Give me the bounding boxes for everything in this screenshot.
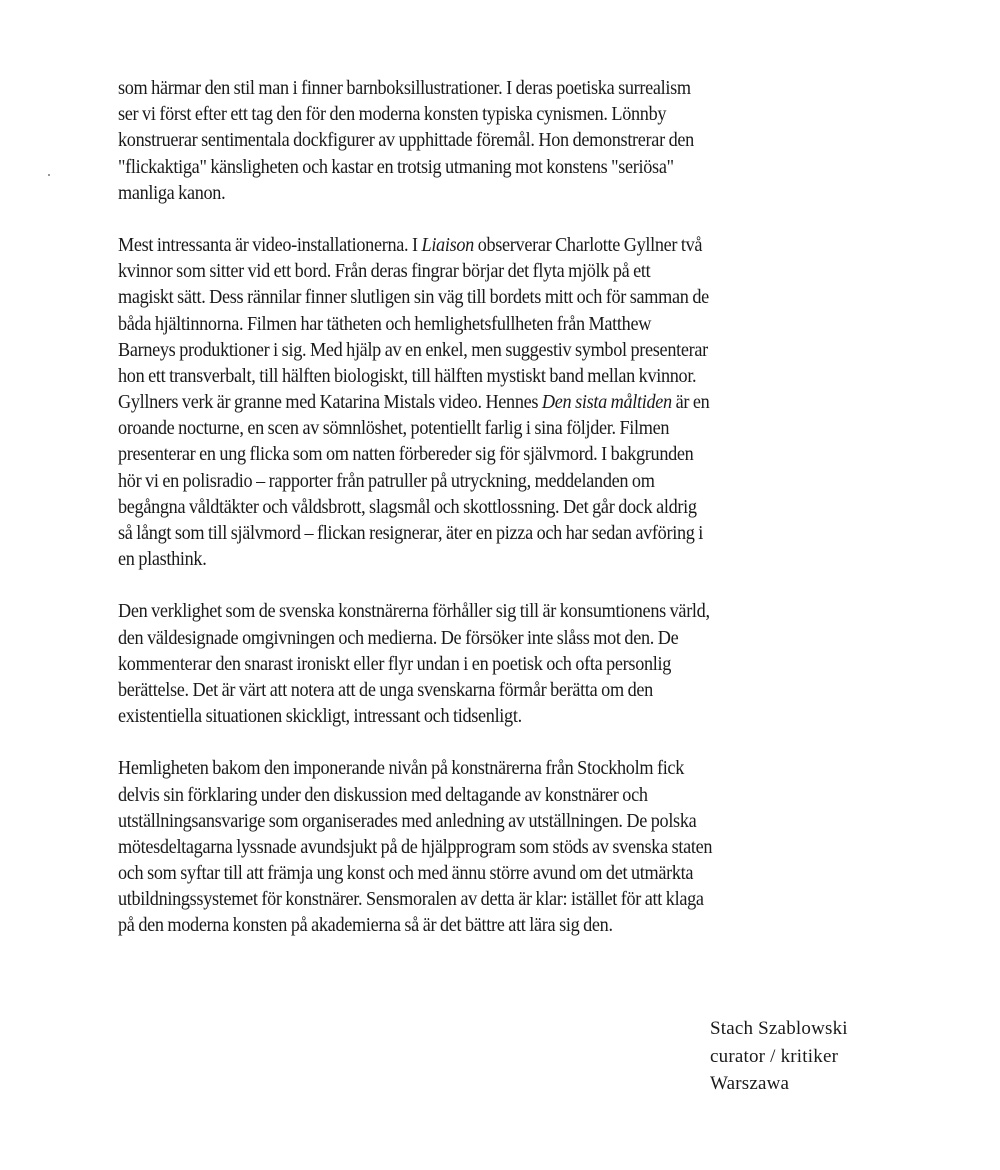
text-segment: begångna våldtäkter och våldsbrott, slagsmål och skottlossning. Det går dock aldrig xyxy=(118,496,697,518)
text-segment: båda hjältinnorna. Filmen har tätheten och hemlighetsfullheten från Matthew xyxy=(118,313,652,335)
text-segment: presenterar en ung flicka som om natten förbereder sig för självmord. I bakgrunden xyxy=(118,444,694,466)
text-segment: Hemligheten bakom den imponerande nivån på konstnärerna från Stockholm fick xyxy=(118,758,684,780)
text-segment: konstruerar sentimentala dockfigurer av upphittade föremål. Hon demonstrerar den xyxy=(118,130,694,152)
text-segment: berättelse. Det är värt att notera att de unga svenskarna förmår berätta om den xyxy=(118,679,653,701)
text-segment: delvis sin förklaring under den diskussion med deltagande av konstnärer och xyxy=(118,784,648,806)
work-title: Liaison xyxy=(421,234,474,256)
text-segment: "flickaktiga" känsligheten och kastar en trotsig utmaning mot konstens "seriösa" xyxy=(118,156,674,178)
text-line xyxy=(118,76,881,102)
text-line xyxy=(118,678,881,704)
text-segment: kvinnor som sitter vid ett bord. Från deras fingrar börjar det flyta mjölk på ett xyxy=(118,261,651,283)
text-segment: existentiella situationen skickligt, intressant och tidsenligt. xyxy=(118,706,522,728)
text-line xyxy=(118,338,881,364)
text-segment: utställningsansvarige som organiserades med anledning av utställningen. De polska xyxy=(118,810,697,832)
text-line xyxy=(118,861,881,887)
text-segment: oroande nocturne, en scen av sömnlöshet, potentiellt farlig i sina följder. Filmen xyxy=(118,418,670,440)
text-line xyxy=(118,102,881,128)
author-role: curator / kritiker xyxy=(710,1045,839,1067)
text-line xyxy=(118,442,881,468)
text-line xyxy=(118,626,881,652)
text-segment: så långt som till självmord – flickan resignerar, äter en pizza och har sedan avföring i xyxy=(118,523,704,544)
text-segment: den väldesignade omgivningen och medierna. De försöker inte slåss mot den. De xyxy=(118,627,679,649)
text-line xyxy=(118,128,881,154)
author-city: Warszawa xyxy=(710,1073,790,1094)
text-line xyxy=(118,913,881,939)
text-segment: på den moderna konsten på akademierna så är det bättre att lära sig den. xyxy=(118,915,613,937)
text-segment: Gyllners verk är granne med Katarina Mistals video. Hennes xyxy=(118,392,542,414)
text-segment: och som syftar till att främja ung konst och med ännu större avund om det utmärkta xyxy=(118,863,694,885)
text-line xyxy=(118,469,881,495)
text-segment: observerar Charlotte Gyllner två xyxy=(473,234,703,256)
text-line xyxy=(118,599,881,625)
text-segment: ser vi först efter ett tag den för den moderna konsten typiska cynismen. Lönnby xyxy=(118,104,667,126)
text-line xyxy=(118,521,881,547)
scan-speck xyxy=(48,174,50,176)
signature-block xyxy=(710,1015,848,1098)
paragraph xyxy=(118,233,938,573)
author-name: Stach Szablowski xyxy=(710,1018,848,1039)
text-line xyxy=(118,704,881,730)
text-line xyxy=(118,364,881,390)
text-segment: utbildningssystemet för konstnärer. Sensmoralen av detta är klar: istället för att klaga xyxy=(118,889,704,911)
text-line xyxy=(118,652,881,678)
text-line xyxy=(118,495,881,521)
text-segment: hör vi en polisradio – rapporter från patruller på utryckning, meddelanden om xyxy=(118,470,655,492)
text-line xyxy=(118,783,881,809)
text-line xyxy=(118,390,881,416)
text-segment: kommenterar den snarast ironiskt eller flyr undan i en poetisk och ofta personlig xyxy=(118,653,672,675)
text-segment: hon ett transverbalt, till hälften biologiskt, till hälften mystiskt band mellan kvinnor. xyxy=(118,365,697,387)
text-line xyxy=(118,285,881,311)
text-line xyxy=(118,547,881,573)
text-segment: Den verklighet som de svenska konstnärerna förhåller sig till är konsumtionens värld, xyxy=(118,601,710,623)
paragraph xyxy=(118,599,938,730)
paragraph xyxy=(118,76,938,207)
article-body xyxy=(118,76,938,966)
text-line xyxy=(118,887,881,913)
text-line xyxy=(118,835,881,861)
text-segment: är en xyxy=(671,392,710,414)
text-segment: Barneys produktioner i sig. Med hjälp av en enkel, men suggestiv symbol presenterar xyxy=(118,339,708,361)
paragraph xyxy=(118,756,938,939)
text-segment: som härmar den stil man i finner barnboksillustrationer. I deras poetiska surrealism xyxy=(118,78,691,99)
text-line xyxy=(118,756,881,782)
text-segment: magiskt sätt. Dess rännilar finner slutligen sin väg till bordets mitt och för samman de xyxy=(118,287,709,309)
text-line xyxy=(118,259,881,285)
text-line xyxy=(118,233,881,259)
text-segment: mötesdeltagarna lyssnade avundsjukt på de hjälpprogram som stöds av svenska staten xyxy=(118,836,713,858)
text-segment: Mest intressanta är video-installationerna. I xyxy=(118,234,422,256)
text-line xyxy=(118,181,881,207)
text-segment: manliga kanon. xyxy=(118,182,226,204)
text-segment: en plasthink. xyxy=(118,549,207,571)
text-line xyxy=(118,809,881,835)
work-title: Den sista måltiden xyxy=(541,392,672,414)
text-line xyxy=(118,312,881,338)
text-line xyxy=(118,416,881,442)
text-line xyxy=(118,155,881,181)
